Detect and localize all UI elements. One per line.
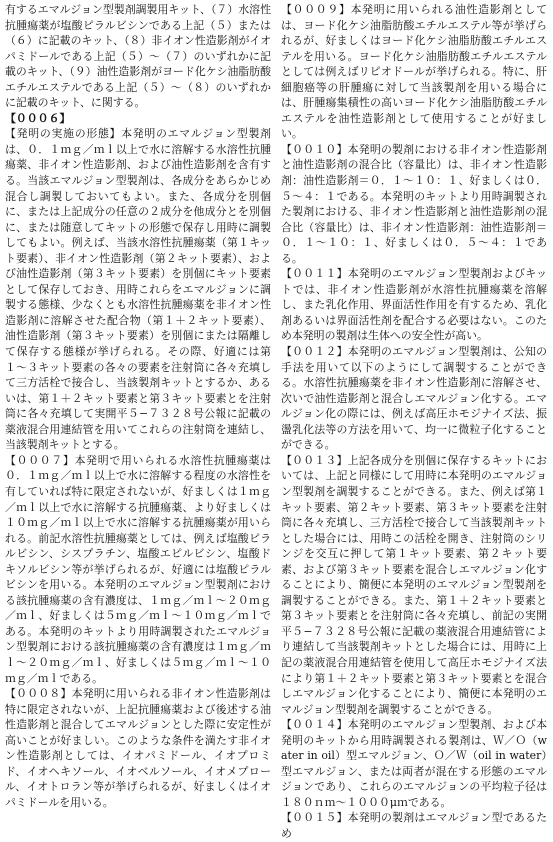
- paragraph-0010: 【００１０】本発明の製剤における非イオン性造影剤と油性造影剤の混合比（容量比）は、非イオン性造影剤：油性造影剤＝０．１〜１０：１、好ましくは０．５〜４：１である。本発明のキットより用時調製された製剤における、非イオン性造影剤と油性造影剤の混合比（容量比）は、非イオン性造影剤：油性造影剤＝０．１〜１０：１、好ましくは０．５〜４：１である。: [281, 142, 547, 265]
- paragraph-0007: 【０００７】本発明で用いられる水溶性抗腫瘍薬は０．１ｍｇ／ｍｌ以上で水に溶解する程度の水溶性を有していれば特に限定されないが、好ましくは１ｍｇ／ｍｌ以上で水に溶解する抗腫瘍薬、より好ましくは１０ｍｇ／ｍｌ以上で水に溶解する抗腫瘍薬が用いられる。前記水溶性抗腫瘍薬としては、例えば塩酸ピラルビシン、シスプラチン、塩酸エピルビシン、塩酸ドキソルビシン等が挙げられるが、好適には塩酸ピラルビシンを用いる。本発明のエマルジョン型製剤における該抗腫瘍薬の含有濃度は、１ｍｇ／ｍｌ〜２０ｍｇ／ｍｌ、好ましくは５ｍｇ／ｍｌ〜１０ｍｇ／ｍｌである。本発明のキットより用時調製されたエマルジョン型製剤における該抗腫瘍薬の含有濃度は１ｍｇ／ｍｌ〜２０ｍｇ／ｍｌ、好ましくは５ｍｇ／ｍｌ〜１０ｍｇ／ｍｌである。: [5, 453, 271, 685]
- paragraph-claims-continued: 有するエマルジョン型製剤調製用キット、（７）水溶性抗腫瘍薬が塩酸ピラルビシンである上記（５）または（６）に記載のキット、（８）非イオン性造影剤がイオパミドールである上記（５）〜（７）のいずれかに記載のキット、（９）油性造影剤がヨード化ケシ油脂肪酸エチルエステルである上記（５）〜（８）のいずれかに記載のキット、に関する。: [5, 3, 271, 110]
- paragraph-0008: 【０００８】本発明に用いられる非イオン性造影剤は特に限定されないが、上記抗腫瘍薬および後述する油性造影剤と混合してエマルジョンとした際に安定性が高いことが好ましい。このような条件を満たす非イオン性造影剤としては、イオパミドール、イオプロミド、イオヘキソール、イオベルソール、イオメプロール、イオトロラン等が挙げられるが、好ましくはイオパミドールを用いる。: [5, 687, 271, 809]
- paragraph-0009: 【０００９】本発明に用いられる油性造影剤としては、ヨード化ケシ油脂肪酸エチルエステル等が挙げられるが、好ましくはヨード化ケシ油脂肪酸エチルエステルを用いる。ヨード化ケシ油脂肪酸エチルエステルとしては例えばリピオドールが挙げられる。特に、肝細胞癌等の肝腫瘍に対して当該製剤を用いる場合には、肝腫瘍集積性の高いヨード化ケシ油脂肪酸エチルエステルを油性造影剤として使用することが好ましい。: [281, 3, 547, 141]
- paragraph-0015-start: 【００１５】本発明の製剤はエマルジョン型であるため: [281, 811, 547, 840]
- paragraph-0012: 【００１２】本発明のエマルジョン型製剤は、公知の手法を用いて以下のようにして調製することができる。水溶性抗腫瘍薬を非イオン性造影剤に溶解させ、次いで油性造影剤と混合しエマルジョン化する。エマルジョン化の際には、例えば高圧ホモジナイズ法、振盪乳化法等の方法を用いて、均一に微粒子化することができる。: [281, 345, 547, 452]
- paragraph-number-0006: 【０００６】: [5, 111, 71, 125]
- paragraph-0006-embodiment: 【発明の実施の形態】本発明のエマルジョン型製剤は、０．１ｍｇ／ｍｌ以上で水に溶解する水溶性抗腫瘍薬、非イオン性造影剤、および油性造影剤を含有する。当該エマルジョン型製剤は、各成分をあらかじめ混合し調製しておいてもよい。また、各成分を別個に、または上記成分の任意の２成分を他成分とを別個に、または随意してキットの形態で保存し用時に調製してもよい。例えば、当該水溶性抗腫瘍薬（第１キット要素）、非イオン性造影剤（第２キット要素）、および油性造影剤（第３キット要素）を別個にキット要素として保存しておき、用時これらをエマルジョンに調製する態様、少なくとも水溶性抗腫瘍薬を非イオン性造影剤に溶解させた配合物（第１＋２キット要素）、油性造影剤（第３キット要素）を別個にまたは隔離して保存する態様が挙げられる。その際、好適には第１〜３キット要素の各々の要素を注射筒に各々充填して三方活栓で接合し、当該製剤キットとするか、あるいは、第１＋２キット要素と第３キット要素とを注射筒に各々充填して実開平５−７３２８号公報に記載の薬液混合用連結管を用いてこれらの注射筒を連結し、当該製剤キットとする。: [5, 127, 271, 452]
- paragraph-0014: 【００１４】本発明のエマルジョン型製剤、および本発明のキットから用時調製される製剤は、Ｗ／Ｏ（water in oil）型エマルジョン、Ｏ／Ｗ（oil in water）型エマルジョン、または両者が混在する形態のエマルジョンであり、これらのエマルジョンの平均粒子径は１８０ｎｍ〜１０００μｍである。: [281, 718, 547, 809]
- right-text-column: [281, 2, 547, 842]
- paragraph-0011: 【００１１】本発明のエマルジョン型製剤およびキットでは、非イオン性造影剤が水溶性抗腫瘍薬を溶解し、また乳化作用、界面活性作用を有するため、乳化剤あるいは界面活性剤を配合する必要はない。このため本発明の製剤は生体への安全性が高い。: [281, 267, 547, 343]
- paragraph-0013: 【００１３】上記各成分を別個に保存するキットにおいては、上記と同様にして用時に本発明のエマルジョン型製剤を調製することができる。また、例えば第１キット要素、第２キット要素、第３キット要素を注射筒に各々充填し、三方活栓で接合して当該製剤キットとした場合には、用時この活栓を開き、注射筒のシリンジを交互に押して第１キット要素、第２キット要素、および第３キット要素を混合しエマルジョン化することにより、簡便に本発明のエマルジョン型製剤を調製することができる。また、第１＋２キット要素と第３キット要素とを注射筒に各々充填し、前記の実開平５−７３２８号公報に記載の薬液混合用連結管により連結して当該製剤キットとした場合には、用時に上記の薬液混合用連結管を使用して高圧ホモジナイズ法により第１＋２キット要素と第３キット要素とを混合しエマルジョン化することにより、簡便に本発明のエマルジョン型製剤を調製することができる。: [281, 453, 547, 716]
- left-text-column: [5, 2, 271, 810]
